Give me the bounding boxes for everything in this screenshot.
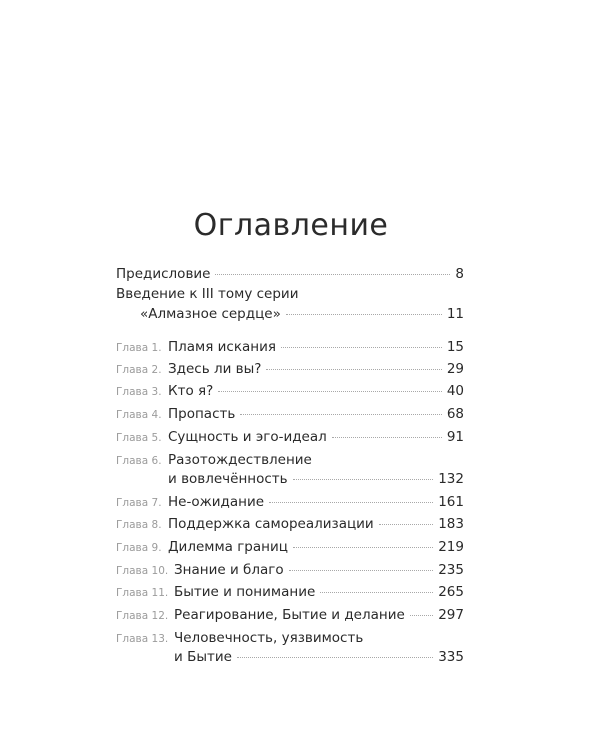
toc-entry-chapter-10[interactable] <box>116 564 464 582</box>
dot-leader <box>320 592 433 593</box>
toc-entry-chapter-7[interactable] <box>116 496 464 514</box>
toc-entry-title-continued: и Бытие <box>174 649 232 665</box>
toc-entry-chapter-2[interactable] <box>116 363 464 381</box>
chapter-label: Глава 12. <box>116 610 169 622</box>
toc-entry-page: 68 <box>446 406 464 422</box>
chapter-label: Глава 6. <box>116 455 162 467</box>
toc-entry-chapter-4[interactable] <box>116 408 464 426</box>
toc-entry-chapter-13-cont[interactable] <box>174 651 464 669</box>
toc-entry-title: Пропасть <box>168 406 236 422</box>
toc-entry-chapter-6-cont[interactable] <box>168 473 464 491</box>
toc-entry-page: 91 <box>446 429 464 445</box>
toc-entry-page: 297 <box>438 607 464 623</box>
toc-entry-title: Реагирование, Бытие и делание <box>174 607 405 623</box>
toc-entry-chapter-13[interactable] <box>116 632 464 650</box>
toc-entry-chapter-1[interactable] <box>116 341 464 359</box>
toc-entry-chapter-6[interactable] <box>116 454 464 472</box>
toc-entry-chapter-12[interactable] <box>116 609 464 627</box>
toc-entry-page: 219 <box>438 539 464 555</box>
dot-leader <box>293 479 434 480</box>
chapter-label: Глава 9. <box>116 542 162 554</box>
toc-entry-introduction-cont[interactable] <box>140 308 464 326</box>
chapter-label: Глава 1. <box>116 342 162 354</box>
toc-entry-chapter-3[interactable] <box>116 385 464 403</box>
dot-leader <box>289 570 434 571</box>
toc-entry-chapter-11[interactable] <box>116 586 464 604</box>
toc-entry-title: Не-ожидание <box>168 494 265 510</box>
toc-entry-chapter-5[interactable] <box>116 431 464 449</box>
toc-entry-page: 11 <box>446 306 464 322</box>
toc-entry-page: 183 <box>438 516 464 532</box>
chapter-label: Глава 8. <box>116 519 162 531</box>
toc-entry-chapter-9[interactable] <box>116 541 464 559</box>
toc-entry-page: 335 <box>438 649 464 665</box>
toc-entry-title: Сущность и эго-идеал <box>168 429 327 445</box>
toc-entry-page: 8 <box>455 266 464 282</box>
toc-entry-page: 132 <box>438 471 464 487</box>
toc-entry-page: 161 <box>438 494 464 510</box>
toc-entry-title: Разотождествление <box>168 452 312 468</box>
chapter-label: Глава 5. <box>116 432 162 444</box>
toc-entry-page: 235 <box>438 562 464 578</box>
toc-entry-page: 40 <box>446 383 464 399</box>
toc-entry-title: Бытие и понимание <box>174 584 316 600</box>
dot-leader <box>240 414 441 415</box>
dot-leader <box>332 437 442 438</box>
toc-entry-title: Предисловие <box>116 266 211 282</box>
toc-entry-title: Дилемма границ <box>168 539 288 555</box>
dot-leader <box>218 391 442 392</box>
chapter-label: Глава 11. <box>116 587 169 599</box>
toc-entry-title: Знание и благо <box>174 562 284 578</box>
page-title: Оглавление <box>193 208 389 243</box>
chapter-label: Глава 13. <box>116 633 169 645</box>
dot-leader <box>379 524 434 525</box>
chapter-label: Глава 2. <box>116 364 162 376</box>
chapter-label: Глава 7. <box>116 497 162 509</box>
toc-entry-title: Человечность, уязвимость <box>174 630 364 646</box>
toc-entry-title: Пламя искания <box>168 339 276 355</box>
toc-entry-title: Здесь ли вы? <box>168 361 262 377</box>
dot-leader <box>215 274 450 275</box>
toc-entry-title: Поддержка самореализации <box>168 516 374 532</box>
dot-leader <box>237 657 433 658</box>
toc-entry-title-continued: «Алмазное сердце» <box>140 306 281 322</box>
toc-entry-introduction[interactable] <box>116 288 464 306</box>
toc-entry-page: 265 <box>438 584 464 600</box>
dot-leader <box>410 615 433 616</box>
toc-entry-title: Кто я? <box>168 383 214 399</box>
dot-leader <box>269 502 433 503</box>
toc-entry-title-continued: и вовлечённость <box>168 471 288 487</box>
dot-leader <box>293 547 433 548</box>
chapter-label: Глава 4. <box>116 409 162 421</box>
toc-entry-chapter-8[interactable] <box>116 518 464 536</box>
chapter-label: Глава 3. <box>116 386 162 398</box>
toc-entry-preface[interactable] <box>116 268 464 286</box>
toc-entry-page: 15 <box>446 339 464 355</box>
toc-entry-title: Введение к III тому серии <box>116 286 299 302</box>
dot-leader <box>266 369 441 370</box>
dot-leader <box>286 314 442 315</box>
chapter-label: Глава 10. <box>116 565 169 577</box>
dot-leader <box>281 347 442 348</box>
toc-entry-page: 29 <box>446 361 464 377</box>
